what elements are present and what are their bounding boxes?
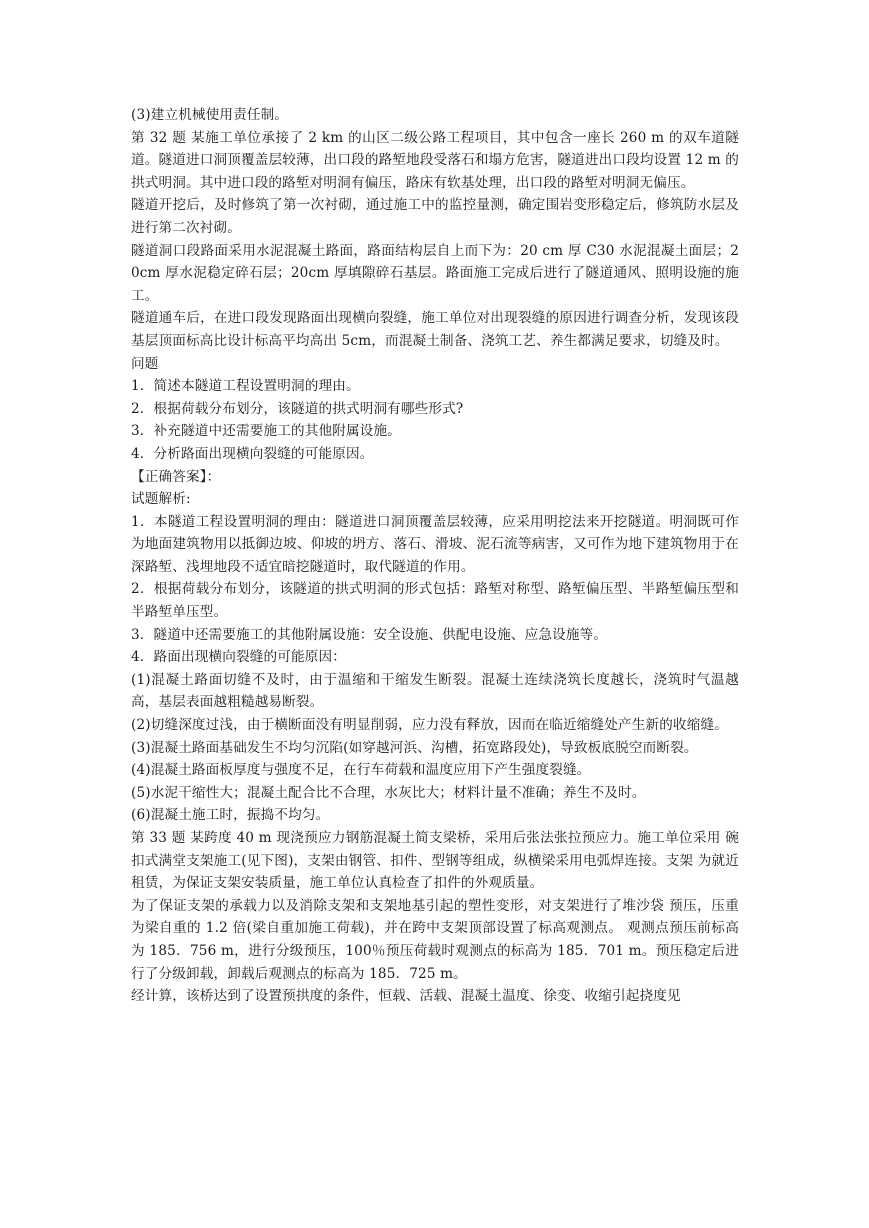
question-32-lining: 隧道开挖后，及时修筑了第一次衬砌，通过施工中的监控量测，确定围岩变形稳定后，修筑防水层及进行第二次衬砌。 bbox=[131, 197, 739, 236]
question-32-cracks: 隧道通车后，在进口段发现路面出现横向裂缝，施工单位对出现裂缝的原因进行调查分析，发现该段基层顶面标高比设计标高平均高出 5cm，而混凝土制备、浇筑工艺、养生都满足要求，切缝及时。 bbox=[131, 310, 739, 349]
crack-cause-3: (3)混凝土路面基础发生不均匀沉陷(如穿越河浜、沟槽，拓宽路段处)，导致板底脱空而断裂。 bbox=[131, 739, 698, 756]
question-32-pavement: 隧道洞口段路面采用水泥混凝土路面，路面结构层自上而下为：20 cm 厚 C30 水泥混凝土面层；20cm 厚水泥稳定碎石层；20cm 厚填隙碎石基层。路面施工完成后进行了隧道通风、照明设施的施工。 bbox=[131, 242, 739, 304]
question-33-camber: 经计算，该桥达到了设置预拱度的条件，恒载、活载、混凝土温度、徐变、收缩引起挠度见 bbox=[131, 988, 681, 1005]
question-33-preload: 为了保证支架的承载力以及消除支架和支架地基引起的塑性变形，对支架进行了堆沙袋 预压，压重为梁自重的 1.2 倍(梁自重加施工荷载)，并在跨中支架顶部设置了标高观测点。 观测点预压前标高为 185．756 m，进行分级预压，100％预压荷载时观测点的标高为 185．701 m。预压稳定后进行了分级卸载，卸载后观测点的标高为 185．725 m。 bbox=[131, 897, 739, 982]
question-32-intro: 第 32 题 某施工单位承接了 2 km 的山区二级公路工程项目，其中包含一座长 260 m 的双车道隧道。隧道进口洞顶覆盖层较薄，出口段的路堑地段受落石和塌方危害，隧道进出口段均设置 12 m 的拱式明洞。其中进口段的路堑对明洞有偏压，路床有软基处理，出口段的路堑对明洞无偏压。 bbox=[131, 129, 739, 191]
answer-item-1: 1．本隧道工程设置明洞的理由：隧道进口洞顶覆盖层较薄，应采用明挖法来开挖隧道。明洞既可作为地面建筑物用以抵御边坡、仰坡的坍方、落石、滑坡、泥石流等病害，又可作为地下建筑物用于在深路堑、浅埋地段不适宜暗挖隧道时，取代隧道的作用。 bbox=[131, 513, 739, 575]
crack-cause-1: (1)混凝土路面切缝不及时，由于温缩和干缩发生断裂。混凝土连续浇筑长度越长，浇筑时气温越高，基层表面越粗糙越易断裂。 bbox=[131, 671, 739, 711]
answer-item-3: 3．隧道中还需要施工的其他附属设施：安全设施、供配电设施、应急设施等。 bbox=[131, 626, 608, 643]
question-item-1: 1．简述本隧道工程设置明洞的理由。 bbox=[131, 378, 360, 395]
answer-heading: 【正确答案】： bbox=[131, 468, 221, 485]
crack-cause-2: (2)切缝深度过浅，由于横断面没有明显削弱，应力没有释放，因而在临近缩缝处产生新的收缩缝。 bbox=[131, 717, 728, 734]
crack-cause-4: (4)混凝土路面板厚度与强度不足，在行车荷载和温度应用下产生强度裂缝。 bbox=[131, 762, 591, 779]
question-item-2: 2．根据荷载分布划分，该隧道的拱式明洞有哪些形式? bbox=[131, 400, 464, 417]
answer-item-4: 4．路面出现横向裂缝的可能原因： bbox=[131, 649, 346, 666]
crack-cause-5: (5)水泥干缩性大；混凝土配合比不合理，水灰比大；材料计量不准确；养生不及时。 bbox=[131, 784, 646, 801]
document-page bbox=[131, 104, 739, 1008]
question-33-intro: 第 33 题 某跨度 40 m 现浇预应力钢筋混凝土简支梁桥，采用后张法张拉预应力。施工单位采用 碗扣式满堂支架施工(见下图)，支架由钢管、扣件、型钢等组成，纵横梁采用电弧焊连接。支架 为就近租赁，为保证支架安装质量，施工单位认真检查了扣件的外观质量。 bbox=[131, 830, 739, 892]
question-item-4: 4．分析路面出现横向裂缝的可能原因。 bbox=[131, 445, 374, 462]
questions-heading: 问题 bbox=[131, 355, 159, 372]
question-item-3: 3．补充隧道中还需要施工的其他附属设施。 bbox=[131, 423, 401, 440]
analysis-heading: 试题解析: bbox=[131, 491, 191, 508]
crack-cause-6: (6)混凝土施工时，振捣不均匀。 bbox=[131, 807, 330, 824]
answer-item-2: 2．根据荷载分布划分，该隧道的拱式明洞的形式包括：路堑对称型、路堑偏压型、半路堑偏压型和半路堑单压型。 bbox=[131, 581, 739, 621]
paragraph-safety-rule: (3)建立机械使用责任制。 bbox=[131, 107, 289, 123]
